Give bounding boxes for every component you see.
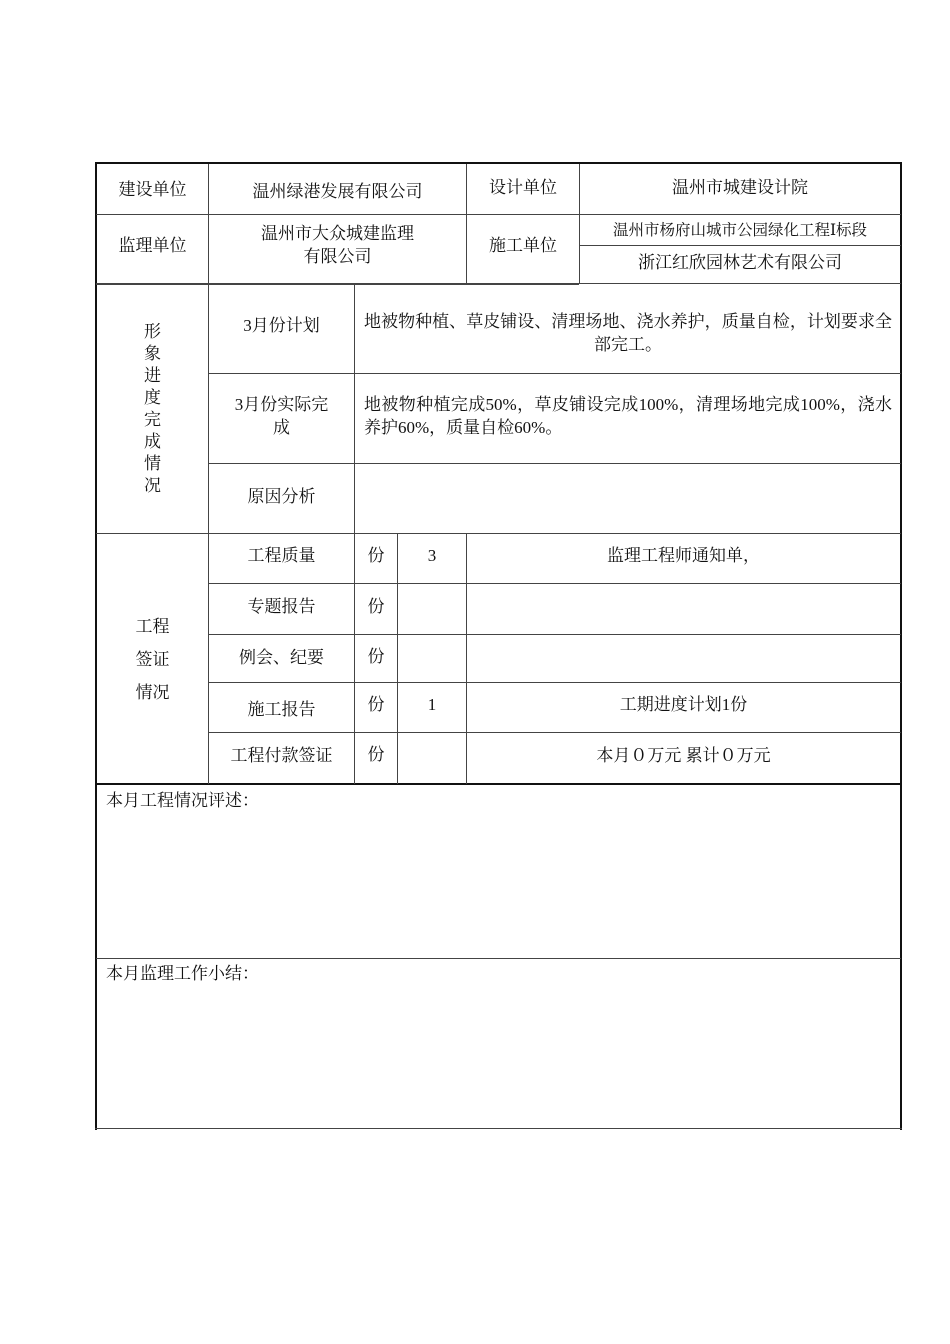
cert-row-unit: 份 (367, 597, 385, 616)
designer-label: 设计单位 (489, 177, 557, 197)
certification-title-line2: 签证 (135, 649, 170, 669)
supervisor-value-line2: 有限公司 (303, 247, 372, 266)
progress-section-char: 况 (144, 476, 161, 495)
actual-label (209, 374, 354, 458)
cert-row-label: 施工报告 (247, 700, 316, 719)
rule-h-284b (579, 283, 901, 284)
cert-row-count (398, 584, 466, 629)
progress-section-char: 形 (144, 322, 161, 341)
progress-section-char: 进 (144, 366, 161, 385)
certification-title-line1: 工程 (135, 616, 170, 636)
builder-label: 建设单位 (118, 179, 187, 199)
progress-section-char: 完 (144, 410, 161, 429)
cert-row-label: 例会、纪要 (239, 648, 324, 667)
cert-row-unit: 份 (367, 546, 385, 565)
contractor-project: 温州市杨府山城市公园绿化工程Ⅰ标段 (612, 221, 868, 239)
cert-row-unit: 份 (367, 647, 385, 666)
frame-bottom (95, 1128, 902, 1129)
supervisor-value (209, 215, 466, 275)
cert-row-note (467, 635, 900, 678)
cert-row-label: 工程付款签证 (230, 746, 333, 765)
certification-title-line3: 情况 (135, 682, 170, 702)
cert-row-label: 工程质量 (247, 546, 316, 565)
progress-section-char: 成 (144, 432, 161, 451)
frame-right (900, 162, 902, 1130)
cert-row-note: 监理工程师通知单， (607, 546, 760, 565)
cert-row-count: 3 (427, 546, 437, 565)
progress-section-char: 情 (144, 454, 161, 473)
progress-section-title (97, 285, 208, 533)
cert-row-unit: 份 (367, 745, 385, 764)
monthly-review-label: 本月工程情况评述： (106, 790, 259, 810)
cert-row-count: 1 (427, 694, 437, 714)
cert-row-note: 工期进度计划1份 (619, 694, 748, 714)
monthly-summary-label: 本月监理工作小结： (106, 963, 259, 983)
cert-row-note (467, 584, 900, 629)
rule-h-958 (96, 958, 901, 959)
progress-section-char: 度 (144, 388, 161, 407)
certification-section-title (97, 534, 208, 784)
progress-section-char: 象 (144, 344, 161, 363)
actual-label-line2: 成 (273, 418, 290, 437)
cert-row-label: 专题报告 (247, 597, 316, 616)
cert-row-count (398, 635, 466, 678)
rule-h-784 (96, 783, 901, 785)
builder-value: 温州绿港发展有限公司 (252, 181, 423, 201)
designer-value: 温州市城建设计院 (672, 177, 808, 197)
cert-row-count (398, 733, 466, 776)
supervisor-value-line1: 温州市大众城建监理 (261, 224, 414, 243)
plan-label: 3月份计划 (243, 315, 320, 335)
cert-row-unit: 份 (367, 694, 385, 714)
actual-text: 地被物种植完成50%，草皮铺设完成100%，清理场地完成100%，浇水养护60%，质量自检60%。 (364, 395, 892, 437)
reason-label: 原因分析 (247, 486, 316, 506)
supervisor-label: 监理单位 (118, 235, 187, 255)
contractor-label: 施工单位 (489, 235, 557, 255)
contractor-company: 浙江红欣园林艺术有限公司 (638, 252, 842, 272)
plan-text: 地被物种植、草皮铺设、清理场地、浇水养护，质量自检，计划要求全部完工。 (364, 312, 892, 354)
actual-label-line1: 3月份实际完 (234, 395, 329, 414)
cert-row-note: 本月０万元 累计０万元 (596, 746, 771, 765)
